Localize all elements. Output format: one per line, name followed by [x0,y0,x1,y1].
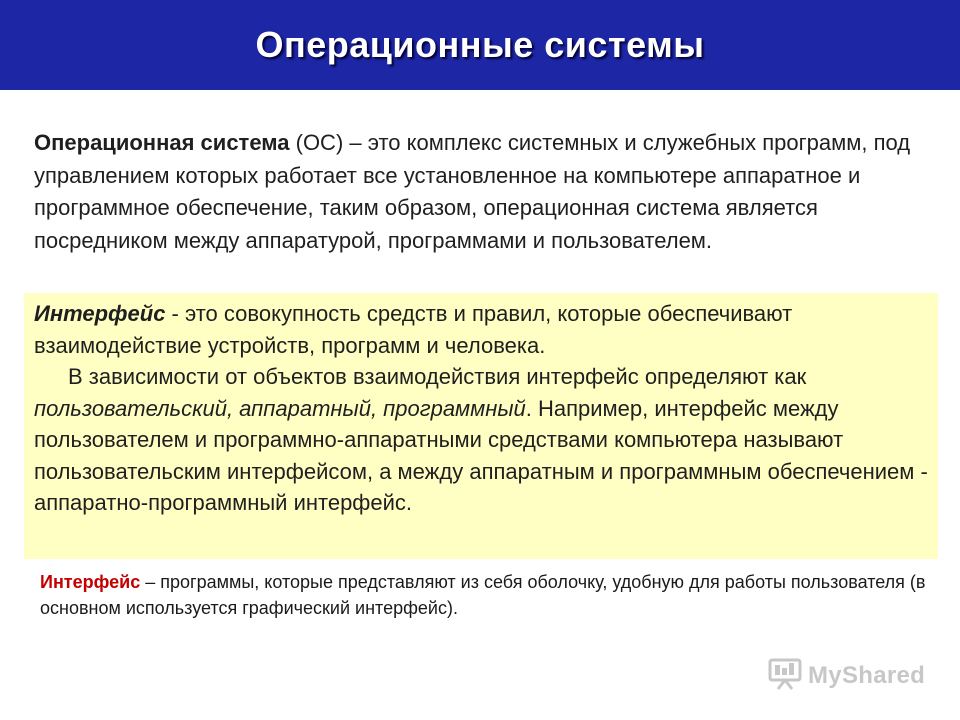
title-banner [0,0,960,90]
interface-definition-box [24,293,938,559]
interface-paragraph-1 [34,298,930,361]
interface-examples-text: . Например, интерфейс между пользователем и программно-аппаратными средствами компьютера называют пользовательским интерфейсом, а между аппаратным и программным обеспечением - аппаратно-программный интерфейс. [34,395,928,515]
presentation-board-icon [768,657,802,696]
interface-types-list: пользовательский, аппаратный, программный [34,395,526,421]
slide-title: Операционные системы [255,24,705,65]
interface-note [40,569,940,621]
myshared-watermark [768,657,925,695]
os-definition-paragraph [34,127,934,257]
watermark-text: MyShared [808,662,926,689]
interface-types-intro: В зависимости от объектов взаимодействия интерфейс определяют как [68,364,807,389]
interface-definition-text: - это совокупность средств и правил, которые обеспечивают взаимодействие устройств, программ и человека. [34,301,793,358]
interface-note-text: – программы, которые представляют из себя оболочку, удобную для работы пользователя (в основном используется графический интерфейс). [40,572,926,618]
os-definition-text: (ОС) – это комплекс системных и служебных программ, под управлением которых работает все установленное на компьютере аппаратное и программное обеспечение, таким образом, операционная система является посредником между аппаратурой, программами и пользователем. [34,130,911,253]
os-term: Операционная система [34,130,290,155]
interface-paragraph-2 [34,361,930,519]
interface-note-term: Интерфейс [40,572,141,592]
interface-term: Интерфейс [34,301,166,326]
